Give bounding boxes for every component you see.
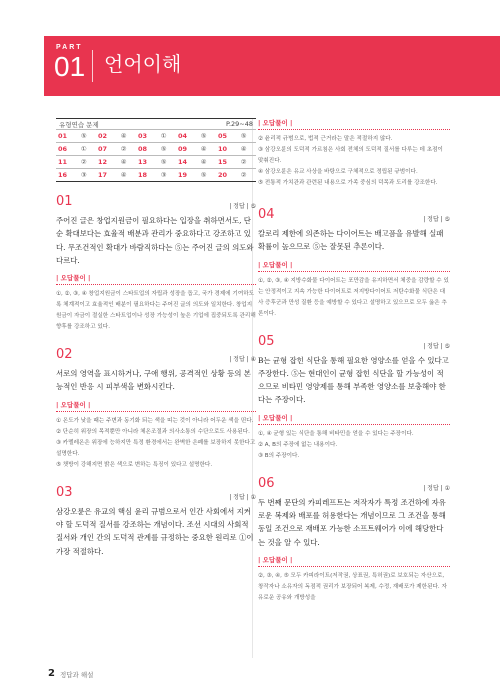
grid-answer: ⑤: [159, 143, 176, 156]
wrong-answer-line: ⑤ 챗방이 강해지면 밝은 색으로 변하는 특징이 있다고 설명한다.: [56, 461, 213, 468]
grid-question-number: 01: [56, 130, 79, 143]
grid-answer: ②: [79, 156, 96, 169]
answer-grid: [56, 129, 256, 182]
wrong-answer-line: ④ 삼강오륜은 유교 사상을 바탕으로 구체적으로 정립된 규범이다.: [258, 169, 418, 175]
grid-answer: ④: [119, 169, 136, 182]
grid-question-number: 18: [136, 169, 159, 182]
question-number: 02: [56, 347, 73, 363]
wrong-answer-line: ② 윤리적 규범으로, 법적 근거라는 말은 적절하지 않다.: [258, 136, 393, 142]
grid-answer: ②: [239, 156, 256, 169]
grid-question-number: 02: [96, 130, 119, 143]
grid-question-number: 11: [56, 156, 79, 169]
wrong-answer-text: ②, ③, ④, ⑤ 모두 카피라이트(저작권, 상표권, 특허권)로 보호되는 자산으로, 창작자나 소유자의 독점적 권리가 보장되어 복제, 수정, 재배포가 제한된다. 자유로운 공유와 개방성을: [258, 572, 447, 601]
explanation-text: B는 균형 잡힌 식단을 통해 필요한 영양소를 얻을 수 있다고 주장한다. ⑤는 현대인이 균형 잡힌 식단을 할 가능성이 적으므로 비타민 영양제를 통해 부족한 영양소를 보충해야 한다는 주장이다.: [258, 355, 449, 405]
wrong-answer-line: ② 단순히 위장의 목적뿐만 아니라 체온조절과 의사소통의 수단으로도 사용된다.: [56, 428, 250, 435]
wrong-answer-line: ③ 삼강오륜의 도덕적 가르침은 사회 전체의 도덕적 질서를 다루는 데 초점이 맞춰진다.: [258, 147, 443, 164]
grid-question-number: 16: [56, 169, 79, 182]
question-04: [258, 207, 450, 320]
grid-question-number: 17: [96, 169, 119, 182]
wrong-answer-heading: | 오답풀이 |: [258, 555, 450, 567]
question-number: 03: [56, 484, 73, 500]
grid-question-number: 20: [216, 169, 239, 182]
grid-answer: ⑤: [79, 130, 96, 143]
grid-question-number: 14: [176, 156, 199, 169]
wrong-answer-heading: | 오답풀이 |: [56, 400, 256, 412]
grid-answer: ③: [159, 169, 176, 182]
wrong-answer-line: ③ B의 주장이다.: [258, 452, 300, 459]
wrong-answer-heading: | 오답풀이 |: [258, 118, 450, 130]
grid-question-number: 09: [176, 143, 199, 156]
header-divider: [92, 50, 93, 82]
grid-answer: ②: [239, 169, 256, 182]
grid-answer: ⑤: [199, 169, 216, 182]
question-02: [56, 347, 256, 471]
grid-answer: ④: [119, 130, 136, 143]
answer-grid-row: [56, 130, 256, 143]
explanation-text: 칼로리 제한에 의존하는 다이어트는 배고픔을 유발해 실패 확률이 높으므로 ⑤는 잘못된 추론이다.: [258, 229, 444, 252]
grid-question-number: 08: [136, 143, 159, 156]
wrong-answer-line: ② A, B의 주장에 없는 내용이다.: [258, 441, 338, 448]
grid-question-number: 10: [216, 143, 239, 156]
answer-table-title: 유형연습 문제: [59, 120, 99, 129]
grid-question-number: 05: [216, 130, 239, 143]
explanation-text: 주어진 글은 창업지원금이 필요하다는 입장을 취하면서도, 단순 확대보다는 효율적 배분과 관리가 중요하다고 강조하고 있다. 무조건적인 확대가 바람직하다는 ⑤는 주어진 글의 의도와 다르다.: [56, 216, 254, 265]
footer-label: 정답과 해설: [60, 671, 94, 679]
question-03: [56, 485, 256, 558]
wrong-answer-heading: | 오답풀이 |: [258, 413, 450, 425]
left-column: [56, 118, 256, 558]
answer-table-header: [56, 118, 256, 129]
answer-table: [56, 118, 256, 182]
grid-answer: ①: [159, 130, 176, 143]
grid-answer: ③: [79, 169, 96, 182]
explanation-text: 삼강오륜은 유교의 핵심 윤리 규범으로서 인간 사회에서 지켜야 할 도덕적 질서를 강조하는 개념이다. 조선 시대의 사회적 질서와 개인 간의 도덕적 관계를 규정하는 중요한 원리로 ①이 가장 적절하다.: [56, 506, 254, 556]
question-05: [258, 334, 450, 462]
part-number: 01: [54, 51, 86, 82]
answer-grid-row: [56, 156, 256, 169]
question-number: 01: [56, 194, 73, 209]
grid-answer: ⑤: [239, 130, 256, 143]
grid-question-number: 13: [136, 156, 159, 169]
grid-question-number: 19: [176, 169, 199, 182]
wrong-answer-heading: | 오답풀이 |: [56, 273, 256, 285]
answer-grid-row: [56, 169, 256, 182]
answer-label: | 정답 | ④: [229, 356, 256, 364]
wrong-answer-line: ① 온도가 낮을 때는 주변과 동기화 되는 색을 띠는 것이 아니라 어두운 색을 띤다.: [56, 417, 254, 424]
grid-question-number: 06: [56, 143, 79, 156]
wrong-answer-heading: | 오답풀이 |: [258, 260, 450, 272]
question-06: [258, 476, 450, 604]
page-title: 언어이해: [104, 52, 182, 76]
question-number: 06: [258, 475, 275, 491]
grid-answer: ④: [199, 156, 216, 169]
question-01: [56, 194, 256, 333]
answer-label: | 정답 | ①: [423, 484, 450, 492]
grid-answer: ⑤: [159, 156, 176, 169]
page-number: 2: [48, 668, 55, 679]
answer-label: | 정답 | ①: [229, 493, 256, 501]
wrong-answer-line: ⑤ 전통적 가치관과 관련된 내용으로 가족 중심의 덕목과 도리를 강조한다.: [258, 180, 438, 186]
question-number: 04: [258, 207, 275, 222]
grid-answer: ④: [119, 156, 136, 169]
wrong-answer-text: ①, ②, ③, ④ 창업지원금이 스타트업의 자립과 성장을 돕고, 국가 경제에 기여하도록 체계적이고 효율적인 배분이 필요하다는 주어진 글의 의도와 일치한다. 창업지원금이 자금이 절실한 스타트업이나 성장 가능성이 높은 기업에 집중되도록 관리해 향후를 강조하고 있다.: [56, 291, 256, 331]
grid-answer: ②: [119, 143, 136, 156]
grid-question-number: 15: [216, 156, 239, 169]
explanation-text: 서로의 영역을 표시하거나, 구애 행위, 공격적인 상황 등의 본능적인 반응 시 피부색을 변화시킨다.: [56, 369, 251, 392]
grid-answer: ④: [199, 143, 216, 156]
wrong-answer-line: ③ 카멜레온은 위장에 능하지만 특정 환경에서는 완벽한 은폐를 보장하지 못한다고 설명한다.: [56, 439, 256, 457]
answer-label: | 정답 | ⑤: [229, 203, 256, 210]
grid-question-number: 12: [96, 156, 119, 169]
answer-table-pages: P.29~48: [226, 120, 253, 128]
grid-answer: ①: [79, 143, 96, 156]
question-number: 05: [258, 333, 275, 349]
grid-answer: ④: [239, 143, 256, 156]
wrong-answer-line: ①, ④ 균형 있는 식단을 통해 비타민을 얻을 수 있다는 주장이다.: [258, 430, 414, 437]
answer-label: | 정답 | ⑤: [423, 342, 450, 350]
wrong-answer-text: ①, ②, ③, ④ 지방수화물 다이어트는 포만감을 유지하면서 체중을 감량할 수 있는 안정적이고 지속 가능한 다이어트로 저지방다이어트 저탄수화물 식단은 대사 증후군과 만성 질환 등을 예방할 수 있다고 설명하고 있으므로 모두 옳은 추론이다.: [258, 277, 449, 317]
explanation-text: 두 번째 문단의 카피레프트는 저작자가 특정 조건하에 자유로운 복제와 배포를 허용한다는 개념이므로 그 조건을 통해 동일 조건으로 재배포 가능한 소프트웨어가 이에 해당한다는 것을 알 수 있다.: [258, 497, 446, 547]
grid-question-number: 07: [96, 143, 119, 156]
grid-answer: ⑤: [199, 130, 216, 143]
question-03-continued: [258, 118, 450, 189]
grid-question-number: 03: [136, 130, 159, 143]
grid-question-number: 04: [176, 130, 199, 143]
part-label: PART: [56, 44, 83, 51]
answer-grid-row: [56, 143, 256, 156]
answer-label: | 정답 | ⑤: [423, 216, 450, 223]
right-column: [258, 118, 450, 604]
